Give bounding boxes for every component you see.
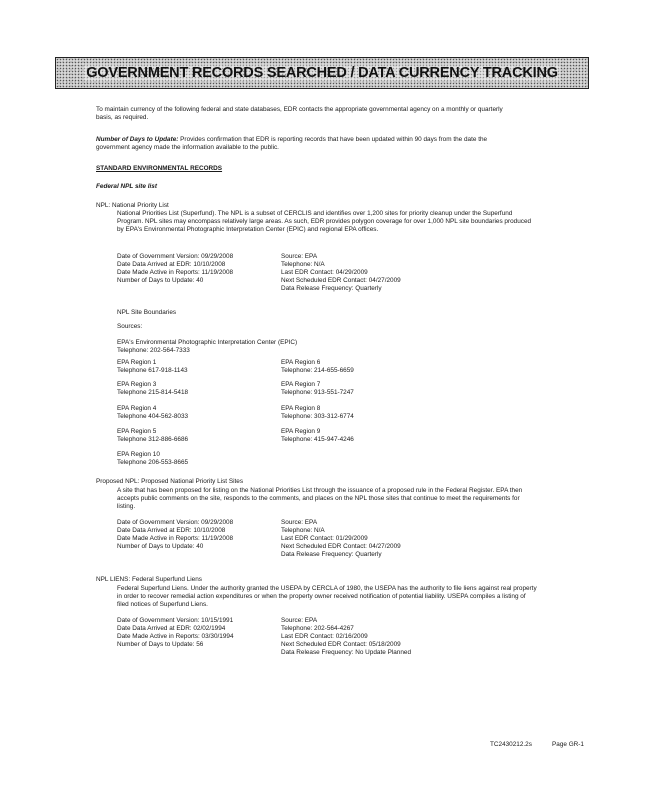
region-name: EPA Region 7 [281, 381, 321, 388]
liens-date-version: Date of Government Version: 10/15/1991 [117, 617, 234, 624]
npl-last-contact: Last EDR Contact: 04/29/2009 [281, 269, 368, 276]
region-telephone: Telephone 617-918-1143 [117, 367, 188, 374]
days-to-update-text: Provides confirmation that EDR is reporting records that have been updated within 90 days from the date the government agency made the information available to the public. [96, 136, 488, 152]
proposed-source: Source: EPA [281, 519, 318, 526]
footer-document-id: TC2430212.2s [490, 741, 532, 748]
liens-release-frequency: Data Release Frequency: No Update Planned [281, 649, 412, 656]
npl-liens-description: Federal Superfund Liens. Under the authority granted the USEPA by CERCLA of 1980, the USEPA has the authority to file liens against real property in order to recover remedial action expenditures or when the property owner received notification of potential liability. USEPA compiles a listing of filed notices of Superfund Liens. [117, 585, 537, 609]
region-name: EPA Region 8 [281, 405, 321, 412]
section-heading: STANDARD ENVIRONMENTAL RECORDS [96, 165, 223, 172]
region-name: EPA Region 9 [281, 428, 321, 435]
region-telephone: Telephone: 913-551-7247 [281, 389, 354, 396]
proposed-next-contact: Next Scheduled EDR Contact: 04/27/2009 [281, 543, 401, 550]
region-telephone: Telephone 404-562-8033 [117, 413, 189, 420]
npl-date-version: Date of Government Version: 09/29/2008 [117, 253, 234, 260]
liens-next-contact: Next Scheduled EDR Contact: 05/18/2009 [281, 641, 401, 648]
region-name: EPA Region 4 [117, 405, 157, 412]
days-to-update-label: Number of Days to Update: [96, 136, 179, 143]
region-telephone: Telephone: 415-947-4246 [281, 436, 354, 443]
liens-date-arrived: Date Data Arrived at EDR: 02/02/1994 [117, 625, 226, 632]
npl-telephone: Telephone: N/A [281, 261, 325, 268]
liens-source: Source: EPA [281, 617, 318, 624]
section-subheading: Federal NPL site list [96, 183, 157, 190]
region-name: EPA Region 3 [117, 381, 157, 388]
npl-next-contact: Next Scheduled EDR Contact: 04/27/2009 [281, 277, 401, 284]
liens-days-update: Number of Days to Update: 56 [117, 641, 204, 648]
days-to-update-note [96, 136, 516, 152]
npl-title: NPL: National Priority List [96, 202, 169, 209]
proposed-npl-title: Proposed NPL: Proposed National Priority List Sites [96, 478, 244, 485]
npl-days-update: Number of Days to Update: 40 [117, 277, 204, 284]
npl-source: Source: EPA [281, 253, 318, 260]
page-title: GOVERNMENT RECORDS SEARCHED / DATA CURRENCY TRACKING [86, 65, 558, 81]
proposed-date-version: Date of Government Version: 09/29/2008 [117, 519, 234, 526]
region-telephone: Telephone: 303-312-6774 [281, 413, 354, 420]
page-banner [55, 57, 589, 89]
npl-sources-label: Sources: [117, 323, 143, 330]
npl-release-frequency: Data Release Frequency: Quarterly [281, 285, 382, 292]
npl-description: National Priorities List (Superfund). The NPL is a subset of CERCLIS and identifies over 1,200 sites for priority cleanup under the Superfund Program. NPL sites may encompass relatively large areas. As such, EDR provides polygon coverage for over 1,000 NPL site boundaries produced by EPA's Environmental Photographic Interpretation Center (EPIC) and regional EPA offices. [117, 210, 532, 234]
proposed-telephone: Telephone: N/A [281, 527, 325, 534]
intro-paragraph: To maintain currency of the following federal and state databases, EDR contacts the appropriate governmental agency on a monthly or quarterly basis, as required. [96, 106, 503, 122]
region-telephone: Telephone 312-886-6686 [117, 436, 189, 443]
liens-telephone: Telephone: 202-564-4267 [281, 625, 354, 632]
liens-last-contact: Last EDR Contact: 02/16/2009 [281, 633, 368, 640]
proposed-npl-description: A site that has been proposed for listing on the National Priorities List through the issuance of a proposed rule in the Federal Register. EPA then accepts public comments on the site, responds to the comments, and places on the NPL those sites that continue to meet the requirements for listing. [117, 487, 523, 511]
proposed-release-frequency: Data Release Frequency: Quarterly [281, 551, 382, 558]
proposed-date-active: Date Made Active in Reports: 11/19/2008 [117, 535, 234, 542]
proposed-days-update: Number of Days to Update: 40 [117, 543, 204, 550]
liens-date-active: Date Made Active in Reports: 03/30/1994 [117, 633, 234, 640]
region-name: EPA Region 5 [117, 428, 157, 435]
footer-page-number: Page GR-1 [552, 741, 584, 748]
npl-boundaries-title: NPL Site Boundaries [117, 309, 177, 316]
npl-date-active: Date Made Active in Reports: 11/19/2008 [117, 269, 234, 276]
scan-artifact-dots [455, 783, 615, 785]
epic-name: EPA's Environmental Photographic Interpretation Center (EPIC) [117, 339, 298, 346]
region-telephone: Telephone 215-814-5418 [117, 389, 189, 396]
npl-date-arrived: Date Data Arrived at EDR: 10/10/2008 [117, 261, 226, 268]
region-name: EPA Region 1 [117, 359, 157, 366]
region-name: EPA Region 6 [281, 359, 321, 366]
npl-liens-title: NPL LIENS: Federal Superfund Liens [96, 576, 202, 583]
proposed-last-contact: Last EDR Contact: 01/29/2009 [281, 535, 368, 542]
region-telephone: Telephone 206-553-8665 [117, 459, 189, 466]
epic-telephone: Telephone: 202-564-7333 [117, 347, 190, 354]
region-telephone: Telephone: 214-655-6659 [281, 367, 354, 374]
region-name: EPA Region 10 [117, 451, 160, 458]
proposed-date-arrived: Date Data Arrived at EDR: 10/10/2008 [117, 527, 226, 534]
